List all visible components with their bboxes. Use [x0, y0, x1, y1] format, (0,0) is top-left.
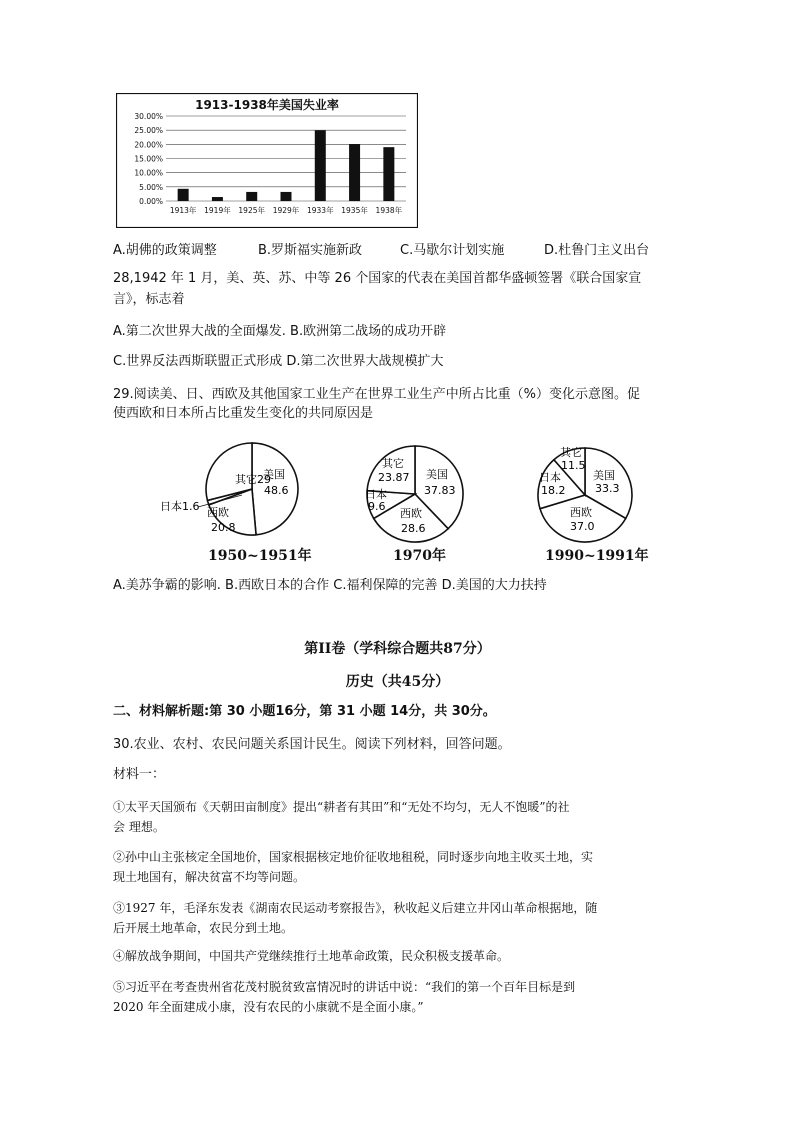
material-item-1-line-2: 会 理想。	[113, 820, 165, 834]
pie-slice-其它	[367, 446, 415, 494]
x-tick-label: 1933年	[306, 206, 334, 215]
pie-1990-title: 1990~1991年	[545, 548, 649, 564]
chart-title: 1913-1938年美国失业率	[195, 98, 339, 112]
y-tick-label: 10.00%	[134, 168, 163, 178]
pie-1990-value-other: 11.5	[561, 459, 586, 472]
bar-1929年	[281, 192, 292, 201]
x-tick-label: 1925年	[238, 206, 266, 215]
material-item-5-line-2: 2020 年全面建成小康，没有农民的小康就不是全面小康。”	[113, 1000, 424, 1014]
pie-1990-value-we: 37.0	[570, 520, 595, 533]
q28-option-line-2[interactable]: C.世界反法西斯联盟正式形成 D.第二次世界大战规模扩大	[113, 354, 444, 369]
subject-title: 历史（共45分）	[345, 674, 450, 690]
x-tick-label: 1913年	[169, 206, 197, 215]
q30-stem: 30.农业、农村、农民问题关系国计民生。阅读下列材料，回答问题。	[113, 737, 511, 752]
bar-1933年	[315, 130, 326, 201]
pie-1950-title: 1950~1951年	[208, 548, 312, 564]
pie-1990-label-we: 西欧	[570, 506, 592, 519]
x-tick-label: 1938年	[375, 206, 403, 215]
y-tick-label: 0.00%	[139, 197, 163, 206]
section-heading: 二、材料解析题:第 30 小题16分，第 31 小题 14分，共 30分。	[113, 704, 496, 719]
y-tick-label: 5.00%	[139, 182, 163, 192]
pie-1970-value-us: 37.83	[424, 484, 456, 497]
unemployment-bar-chart	[116, 93, 418, 228]
pie-1970-value-other: 23.87	[378, 471, 410, 484]
material-item-3-line-1: ③1927 年，毛泽东发表《湖南农民运动考察报告》，秋收起义后建立井冈山革命根据地，随	[113, 901, 598, 915]
q28-option-line-1[interactable]: A.第二次世界大战的全面爆发. B.欧洲第二战场的成功开辟	[113, 324, 447, 339]
pie-chart-1950	[160, 432, 310, 547]
x-tick-label: 1935年	[341, 206, 368, 215]
x-tick-label: 1919年	[204, 206, 231, 215]
q27-option-a[interactable]: A.胡佛的政策调整	[113, 243, 217, 258]
pie-1970-value-jp: 9.6	[368, 500, 386, 513]
bar-1919年	[212, 197, 223, 201]
q27-option-b[interactable]: B.罗斯福实施新政	[258, 243, 363, 258]
pie-1950-label-we: 西欧	[207, 506, 229, 519]
pie-1990-value-us: 33.3	[595, 482, 620, 495]
x-tick-label: 1929年	[272, 206, 300, 215]
q27-option-d[interactable]: D.杜鲁门主义出台	[544, 243, 650, 258]
pie-1970-title: 1970年	[393, 548, 446, 564]
material-item-4-line-1: ④解放战争期间，中国共产党继续推行土地革命政策，民众积极支援革命。	[113, 949, 510, 963]
pie-1990-label-jp: 日本	[539, 471, 561, 484]
pie-1950-value-we: 20.8	[211, 521, 236, 534]
material-item-2-line-2: 现土地国有，解决贫富不均等问题。	[113, 870, 306, 884]
q29-options[interactable]: A.美苏争霸的影响. B.西欧日本的合作 C.福利保障的完善 D.美国的大力扶持	[113, 578, 547, 593]
pie-1950-label-us: 美国	[263, 468, 285, 481]
pie-chart-1970	[360, 442, 470, 547]
bar-1913年	[178, 189, 189, 201]
material-label: 材料一：	[113, 767, 166, 782]
q27-option-c[interactable]: C.马歇尔计划实施	[400, 243, 505, 258]
y-tick-label: 30.00%	[134, 112, 163, 121]
y-tick-label: 20.00%	[134, 140, 163, 150]
pie-1990-label-us: 美国	[593, 469, 615, 482]
pie-1950-label-jp: 日本1.6	[160, 500, 200, 513]
pie-1950-label-other: 其它29	[235, 473, 271, 486]
material-item-3-line-2: 后开展土地革命，农民分到土地。	[113, 921, 294, 935]
bar-1925年	[246, 192, 257, 201]
q28-stem-line-1: 28,1942 年 1 月，美、英、苏、中等 26 个国家的代表在美国首都华盛顿签署《联合国家宣	[113, 271, 642, 286]
pie-1970-label-us: 美国	[426, 468, 448, 481]
pie-1990-value-jp: 18.2	[541, 484, 566, 497]
pie-1990-label-other: 其它	[560, 446, 582, 459]
pie-1970-label-other: 其它	[382, 457, 404, 470]
pie-1970-label-we: 西欧	[400, 507, 422, 520]
bar-1935年	[349, 144, 360, 201]
bar-1938年	[383, 147, 394, 201]
pie-1970-value-we: 28.6	[401, 522, 426, 535]
material-item-2-line-1: ②孙中山主张核定全国地价，国家根据核定地价征收地租税，同时逐步向地主收买土地，实	[113, 850, 594, 864]
q28-stem-line-2: 言》，标志着	[113, 292, 185, 307]
pie-chart-1990	[533, 444, 643, 549]
y-tick-label: 25.00%	[134, 126, 163, 136]
pie-1950-value-us: 48.6	[264, 484, 289, 497]
q29-stem-line-1: 29.阅读美、日、西欧及其他国家工业生产在世界工业生产中所占比重（%）变化示意图。促	[113, 387, 641, 402]
pie-1970-label-jp: 日本	[365, 488, 387, 501]
part-title: 第II卷（学科综合题共87分）	[304, 641, 491, 657]
q29-stem-line-2: 使西欧和日本所占比重发生变化的共同原因是	[113, 406, 374, 421]
y-tick-label: 15.00%	[134, 154, 163, 164]
material-item-5-line-1: ⑤习近平在考查贵州省花茂村脱贫致富情况时的讲话中说：“我们的第一个百年目标是到	[113, 980, 576, 994]
material-item-1-line-1: ①太平天国颁布《天朝田亩制度》提出“耕者有其田”和“无处不均匀，无人不饱暖”的社	[113, 800, 570, 814]
